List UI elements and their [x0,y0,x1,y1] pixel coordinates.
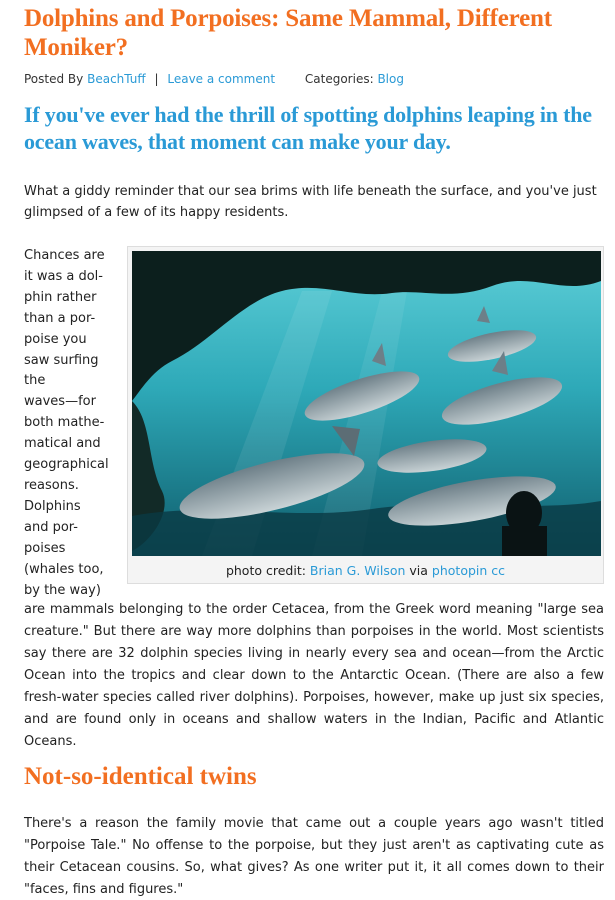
wrapped-line: Chances are [24,248,105,263]
wrapped-line: and por- [24,519,78,535]
caption-via: via [409,563,428,578]
wrapped-line: Dolphins [24,498,81,514]
photo-credit-link[interactable]: Brian G. Wilson [309,563,406,578]
intro-paragraph: What a giddy reminder that our sea brims with life beneath the surface, and you've just glimpsed of a few of its happy residents. [24,184,597,220]
leave-comment-link[interactable]: Leave a comment [167,72,276,86]
categories-label: Categories: [304,72,374,86]
author-link[interactable]: BeachTuff [87,72,146,86]
wrapped-line: (whales too, [24,561,104,577]
wrapped-line: geographical [24,457,109,473]
wrapped-line: saw surfing [24,352,99,368]
wrapped-line: poises [24,540,66,556]
wrapped-line: both mathe- [24,415,105,431]
dolphin-photo [132,251,601,556]
category-link[interactable]: Blog [377,72,404,86]
wrapped-line: the [24,373,46,389]
section-heading: Not-so-identical twins [24,763,257,790]
post-meta [24,72,404,86]
meta-separator: | [154,72,159,86]
article-title[interactable]: Dolphins and Porpoises: Same Mammal, Different Moniker? [24,5,552,61]
photo-caption [132,559,599,583]
posted-by-label: Posted By [24,72,84,86]
wrapped-line: poise you [24,331,87,347]
dolphin-photo-figure [127,246,604,584]
wrapped-text-column [24,246,114,601]
wrapped-line: reasons. [24,477,79,493]
body-paragraph: There's a reason the family movie that came out a couple years ago wasn't titled "Porpoise Tale." No offense to the porpoise, but they just aren't as captivating cute as their Cetacean cousins. So, what gives? As one writer put it, it all comes down to their "faces, fins and figures." [24,816,604,897]
wrapped-line: phin rather [24,289,97,305]
wrapped-line: than a por- [24,310,96,326]
wrapped-line: it was a dol- [24,268,103,284]
wrapped-line: matical and [24,436,101,452]
photopin-link[interactable]: photopin cc [431,563,506,578]
lead-heading: If you've ever had the thrill of spotting dolphins leaping in the ocean waves, that moment can make your day. [24,102,592,154]
caption-prefix: photo credit: [225,563,306,578]
wrapped-line: waves—for [24,394,96,410]
wrapped-line: by the way) [24,582,101,598]
body-paragraph: are mammals belonging to the order Cetacea, from the Greek word meaning "large sea creature." But there are way more dolphins than porpoises in the world. Most scientists say there are 32 dolphin species living in nearly every sea and ocean—from the Arctic Ocean into the tropics and clear down to the Antarctic Ocean. (There are also a few fresh-water species called river dolphins). Porpoises, however, make up just six species, and are found only in oceans and shallow waters in the Indian, Pacific and Atlantic Oceans. [24,602,604,749]
